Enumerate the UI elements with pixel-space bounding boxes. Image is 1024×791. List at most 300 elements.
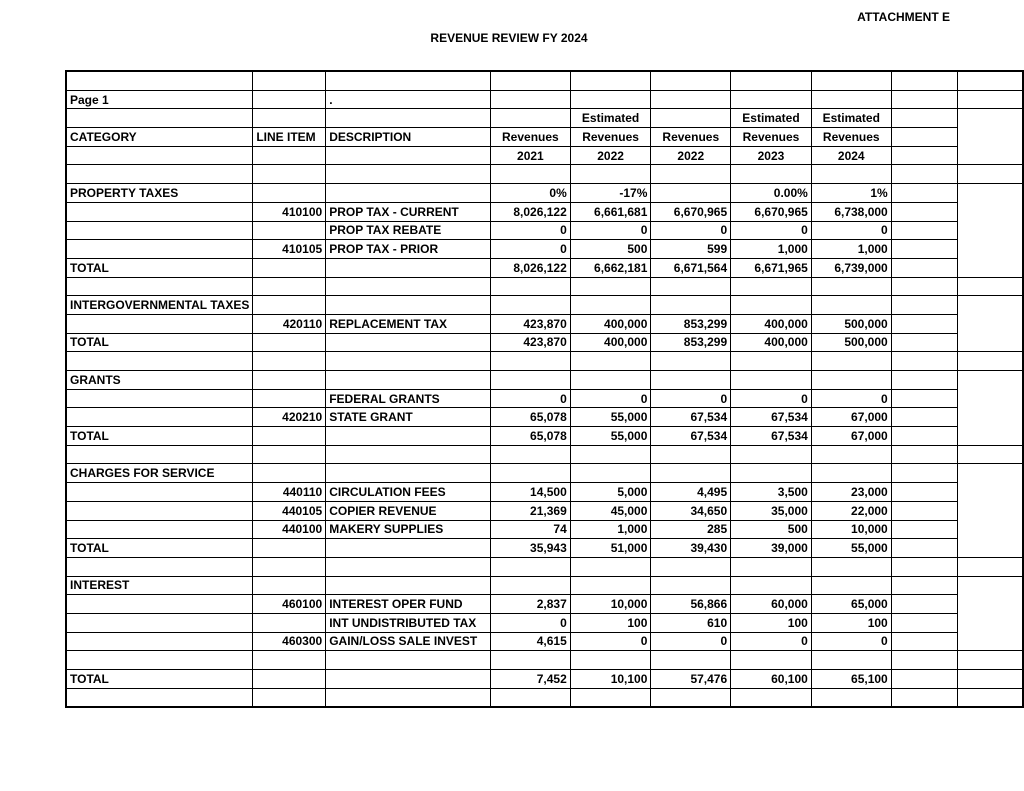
empty-cell [66, 71, 253, 90]
empty-cell [66, 595, 253, 614]
total-label-text: TOTAL [70, 428, 109, 443]
total-amount-text: 57,476 [690, 671, 728, 686]
description [326, 221, 491, 240]
total-amount [570, 539, 651, 558]
description-header [326, 128, 491, 147]
line-item-text: 460300 [282, 634, 323, 649]
empty-cell [66, 240, 253, 259]
empty-cell [326, 371, 491, 390]
empty-cell [811, 651, 891, 670]
description [326, 314, 491, 333]
amount-text: 65,000 [851, 597, 888, 612]
amount-text: 3,500 [777, 484, 808, 499]
amount-text: 6,670,965 [754, 204, 808, 219]
empty-cell [891, 595, 957, 614]
empty-cell [491, 651, 571, 670]
empty-cell [326, 539, 491, 558]
total-amount-text: 60,100 [771, 671, 808, 686]
empty-cell [731, 71, 812, 90]
header-row-main [66, 128, 1023, 147]
total-amount [570, 333, 651, 352]
amount-text: 74 [553, 522, 567, 537]
section-name-text: PROPERTY TAXES [70, 185, 179, 200]
total-amount-text: 8,026,122 [513, 260, 567, 275]
section-name-text: INTEREST [70, 578, 130, 593]
description-text: GAIN/LOSS SALE INVEST [329, 634, 478, 649]
total-amount [651, 539, 731, 558]
line-item [253, 595, 326, 614]
amount-text: 23,000 [851, 484, 888, 499]
amount-text: 56,866 [690, 597, 728, 612]
empty-cell [957, 90, 1023, 109]
amount [651, 520, 731, 539]
empty-cell [253, 277, 326, 296]
empty-cell [491, 371, 571, 390]
description [326, 595, 491, 614]
line-row [66, 632, 1023, 651]
empty-cell [570, 90, 651, 109]
amount [731, 314, 812, 333]
empty-cell [253, 352, 326, 371]
empty-cell [811, 296, 891, 315]
amount-text: 5,000 [617, 484, 648, 499]
empty-cell [891, 483, 957, 502]
empty-cell [957, 165, 1023, 184]
column-header-label [811, 128, 891, 147]
total-label-text: TOTAL [70, 541, 109, 556]
line-row [66, 314, 1023, 333]
amount-text: 34,650 [690, 503, 728, 518]
amount-text: 0 [640, 391, 648, 406]
empty-cell [66, 501, 253, 520]
section-name [66, 576, 253, 595]
amount-text: 0 [560, 391, 567, 406]
empty-cell [811, 165, 891, 184]
amount [491, 632, 571, 651]
empty-cell [326, 651, 491, 670]
amount [651, 595, 731, 614]
empty-cell [891, 296, 957, 315]
section-name-text: GRANTS [70, 372, 121, 387]
empty-cell [891, 651, 957, 670]
empty-cell [253, 688, 326, 707]
amount [731, 202, 812, 221]
empty-cell [957, 688, 1023, 707]
empty-cell [651, 445, 731, 464]
empty-cell [570, 688, 651, 707]
description-header-text: DESCRIPTION [329, 129, 412, 144]
empty-cell [326, 333, 491, 352]
empty-cell [491, 71, 571, 90]
amount [811, 240, 891, 259]
column-header-year [651, 146, 731, 165]
empty-cell [811, 557, 891, 576]
amount-text: 8,026,122 [513, 204, 567, 219]
amount [570, 221, 651, 240]
empty-cell [731, 651, 812, 670]
description [326, 202, 491, 221]
amount-text: 2,837 [536, 597, 567, 612]
description-text: PROP TAX REBATE [329, 223, 442, 238]
empty-cell [651, 90, 731, 109]
empty-cell [253, 333, 326, 352]
description-text: PROP TAX - PRIOR [329, 242, 439, 257]
total-amount [491, 333, 571, 352]
empty-cell [731, 445, 812, 464]
line-row [66, 613, 1023, 632]
empty-cell [253, 427, 326, 446]
column-header-top [811, 109, 891, 128]
empty-cell [253, 184, 326, 203]
section-name [66, 184, 253, 203]
empty-cell [891, 445, 957, 464]
description-text: REPLACEMENT TAX [329, 316, 447, 331]
empty-cell [491, 557, 571, 576]
empty-cell [891, 557, 957, 576]
column-header-year-text: 2021 [517, 148, 544, 163]
amount [570, 202, 651, 221]
empty-cell [891, 520, 957, 539]
line-item [253, 389, 326, 408]
empty-cell [491, 464, 571, 483]
column-header-year-text: 2022 [597, 148, 624, 163]
percent-change [491, 184, 571, 203]
empty-cell [891, 333, 957, 352]
line-item [253, 221, 326, 240]
empty-cell [491, 352, 571, 371]
empty-cell [326, 670, 491, 689]
empty-cell [811, 464, 891, 483]
amount [811, 389, 891, 408]
column-header-top-text: Estimated [742, 111, 800, 126]
empty-cell [253, 445, 326, 464]
line-item [253, 314, 326, 333]
empty-cell [253, 670, 326, 689]
empty-cell [326, 146, 491, 165]
line-item-header-text: LINE ITEM [256, 129, 316, 144]
total-row [66, 333, 1023, 352]
empty-cell [811, 71, 891, 90]
amount [491, 613, 571, 632]
description [326, 613, 491, 632]
total-amount-text: 400,000 [604, 335, 648, 350]
line-row [66, 520, 1023, 539]
total-amount [491, 258, 571, 277]
description [326, 389, 491, 408]
amount [811, 408, 891, 427]
column-header-year [491, 146, 571, 165]
amount-text: 10,000 [610, 597, 648, 612]
amount-text: 0 [881, 223, 888, 238]
empty-cell [253, 165, 326, 184]
total-label [66, 427, 253, 446]
total-amount [731, 539, 812, 558]
line-row [66, 240, 1023, 259]
amount [731, 389, 812, 408]
description-text: FEDERAL GRANTS [329, 391, 440, 406]
amount [491, 501, 571, 520]
column-header-year [570, 146, 651, 165]
column-header-year-text: 2022 [677, 148, 705, 163]
line-item [253, 408, 326, 427]
amount-text: 1,000 [777, 242, 808, 257]
amount [491, 520, 571, 539]
empty-cell [66, 352, 253, 371]
amount [731, 613, 812, 632]
total-amount [731, 670, 812, 689]
page-title [0, 31, 1024, 45]
amount [570, 613, 651, 632]
amount [651, 501, 731, 520]
amount-text: 0 [640, 223, 648, 238]
total-amount-text: 51,000 [610, 541, 648, 556]
total-amount [731, 427, 812, 446]
description [326, 520, 491, 539]
amount-text: 67,000 [851, 410, 888, 425]
amount-text: 100 [627, 615, 648, 630]
description [326, 483, 491, 502]
amount-text: 10,000 [851, 522, 888, 537]
total-label-text: TOTAL [70, 335, 109, 350]
column-header-label-text: Revenues [502, 129, 559, 144]
blank-row [66, 71, 1023, 90]
total-amount [731, 333, 812, 352]
amount [811, 221, 891, 240]
amount [651, 314, 731, 333]
total-label-text: TOTAL [70, 260, 109, 275]
empty-cell [326, 258, 491, 277]
total-amount [570, 670, 651, 689]
total-amount-text: 400,000 [764, 335, 808, 350]
column-header-top-text: Estimated [581, 111, 640, 126]
empty-cell [891, 632, 957, 651]
total-amount [651, 258, 731, 277]
amount [811, 314, 891, 333]
column-header-top [491, 109, 571, 128]
amount [570, 240, 651, 259]
total-amount-text: 6,662,181 [594, 260, 648, 275]
total-amount-text: 7,452 [536, 671, 567, 686]
total-amount [570, 258, 651, 277]
empty-cell [891, 71, 957, 90]
line-row [66, 595, 1023, 614]
empty-cell [326, 109, 491, 128]
empty-cell [891, 371, 957, 390]
amount-text: 6,661,681 [594, 204, 648, 219]
empty-cell [66, 221, 253, 240]
description-text: INTEREST OPER FUND [329, 597, 463, 612]
total-row [66, 670, 1023, 689]
empty-cell [326, 165, 491, 184]
empty-cell [651, 296, 731, 315]
description-text: PROP TAX - CURRENT [329, 204, 459, 219]
amount-text: 14,500 [530, 484, 567, 499]
amount-text: 100 [867, 615, 888, 630]
total-amount [651, 333, 731, 352]
amount [731, 483, 812, 502]
empty-cell [731, 371, 812, 390]
description-text: CIRCULATION FEES [329, 484, 446, 499]
empty-cell [570, 371, 651, 390]
amount-text: 6,738,000 [834, 204, 888, 219]
empty-cell [570, 445, 651, 464]
amount [570, 632, 651, 651]
attachment-label: ATTACHMENT E [857, 10, 950, 24]
amount-text: 423,870 [523, 316, 567, 331]
empty-cell [570, 165, 651, 184]
empty-cell [891, 427, 957, 446]
empty-cell [253, 90, 326, 109]
line-item [253, 613, 326, 632]
amount-text: 0 [720, 391, 728, 406]
empty-cell [570, 296, 651, 315]
total-amount [570, 427, 651, 446]
empty-cell [651, 71, 731, 90]
empty-cell [66, 520, 253, 539]
empty-cell [957, 557, 1023, 576]
percent-change-text: 1% [870, 185, 888, 200]
amount-text: 100 [787, 615, 808, 630]
amount [570, 408, 651, 427]
section-header-row [66, 464, 1023, 483]
empty-cell [811, 688, 891, 707]
total-amount-text: 853,299 [683, 335, 728, 350]
empty-cell [491, 296, 571, 315]
page-dot-text: . [329, 92, 333, 107]
empty-cell [491, 90, 571, 109]
section-name-text: CHARGES FOR SERVICE [70, 466, 215, 481]
empty-cell [891, 277, 957, 296]
empty-cell [651, 277, 731, 296]
header-row-year [66, 146, 1023, 165]
description-text: MAKERY SUPPLIES [329, 522, 444, 537]
empty-cell [651, 371, 731, 390]
empty-cell [891, 202, 957, 221]
empty-cell [253, 258, 326, 277]
empty-cell [570, 557, 651, 576]
total-amount-text: 6,671,965 [754, 260, 808, 275]
column-header-top [651, 109, 731, 128]
column-header-label-text: Revenues [662, 129, 720, 144]
empty-cell [891, 109, 957, 128]
empty-cell [491, 165, 571, 184]
total-label [66, 333, 253, 352]
line-item [253, 240, 326, 259]
empty-cell [731, 557, 812, 576]
column-header-label-text: Revenues [822, 129, 880, 144]
amount-text: 4,495 [697, 484, 728, 499]
empty-cell [326, 184, 491, 203]
total-amount [811, 333, 891, 352]
amount [731, 408, 812, 427]
empty-cell [66, 651, 253, 670]
line-item-header [253, 128, 326, 147]
amount [491, 314, 571, 333]
amount [651, 221, 731, 240]
total-amount-text: 65,100 [851, 671, 888, 686]
total-amount-text: 67,534 [771, 428, 808, 443]
amount [811, 632, 891, 651]
blank-row [66, 445, 1023, 464]
total-amount [491, 427, 571, 446]
amount [811, 520, 891, 539]
empty-cell [491, 445, 571, 464]
description-text: STATE GRANT [329, 410, 413, 425]
empty-cell [731, 464, 812, 483]
empty-cell [66, 277, 253, 296]
section-header-row [66, 576, 1023, 595]
amount [731, 520, 812, 539]
empty-cell [651, 464, 731, 483]
empty-cell [891, 240, 957, 259]
amount [491, 240, 571, 259]
empty-cell [66, 408, 253, 427]
total-amount-text: 500,000 [844, 335, 888, 350]
total-label [66, 670, 253, 689]
total-amount-text: 65,078 [530, 428, 567, 443]
revenue-table [65, 70, 1024, 708]
column-header-year [811, 146, 891, 165]
empty-cell [66, 109, 253, 128]
amount-text: 21,369 [530, 503, 567, 518]
amount-text: 35,000 [771, 503, 808, 518]
empty-cell [811, 576, 891, 595]
amount-text: 6,670,965 [673, 204, 728, 219]
empty-cell [253, 109, 326, 128]
total-amount [811, 670, 891, 689]
page-label-text: Page 1 [70, 92, 109, 107]
total-amount-text: 67,000 [851, 428, 888, 443]
empty-cell [731, 296, 812, 315]
total-label [66, 258, 253, 277]
percent-change-text: -17% [619, 185, 648, 200]
total-row [66, 427, 1023, 446]
empty-cell [891, 221, 957, 240]
empty-cell [326, 557, 491, 576]
empty-cell [253, 539, 326, 558]
section-name-text: INTERGOVERNMENTAL TAXES [70, 298, 250, 313]
empty-cell [326, 688, 491, 707]
amount [570, 595, 651, 614]
empty-cell [811, 277, 891, 296]
line-row [66, 408, 1023, 427]
section-header-row [66, 371, 1023, 390]
empty-cell [957, 352, 1023, 371]
amount-text: 0 [720, 634, 728, 649]
empty-cell [891, 539, 957, 558]
amount [731, 501, 812, 520]
amount [811, 595, 891, 614]
amount-text: 0 [560, 223, 567, 238]
page-label [66, 90, 253, 109]
percent-change-text: 0.00% [773, 185, 808, 200]
amount [491, 595, 571, 614]
empty-cell [891, 90, 957, 109]
percent-change [651, 184, 731, 203]
description [326, 240, 491, 259]
empty-cell [891, 464, 957, 483]
empty-cell [66, 557, 253, 576]
amount [570, 520, 651, 539]
empty-cell [891, 670, 957, 689]
column-header-label-text: Revenues [582, 129, 639, 144]
empty-cell [731, 688, 812, 707]
amount-text: 500 [627, 242, 648, 257]
empty-cell [891, 576, 957, 595]
page-dot [326, 90, 491, 109]
amount [651, 202, 731, 221]
empty-cell [66, 314, 253, 333]
